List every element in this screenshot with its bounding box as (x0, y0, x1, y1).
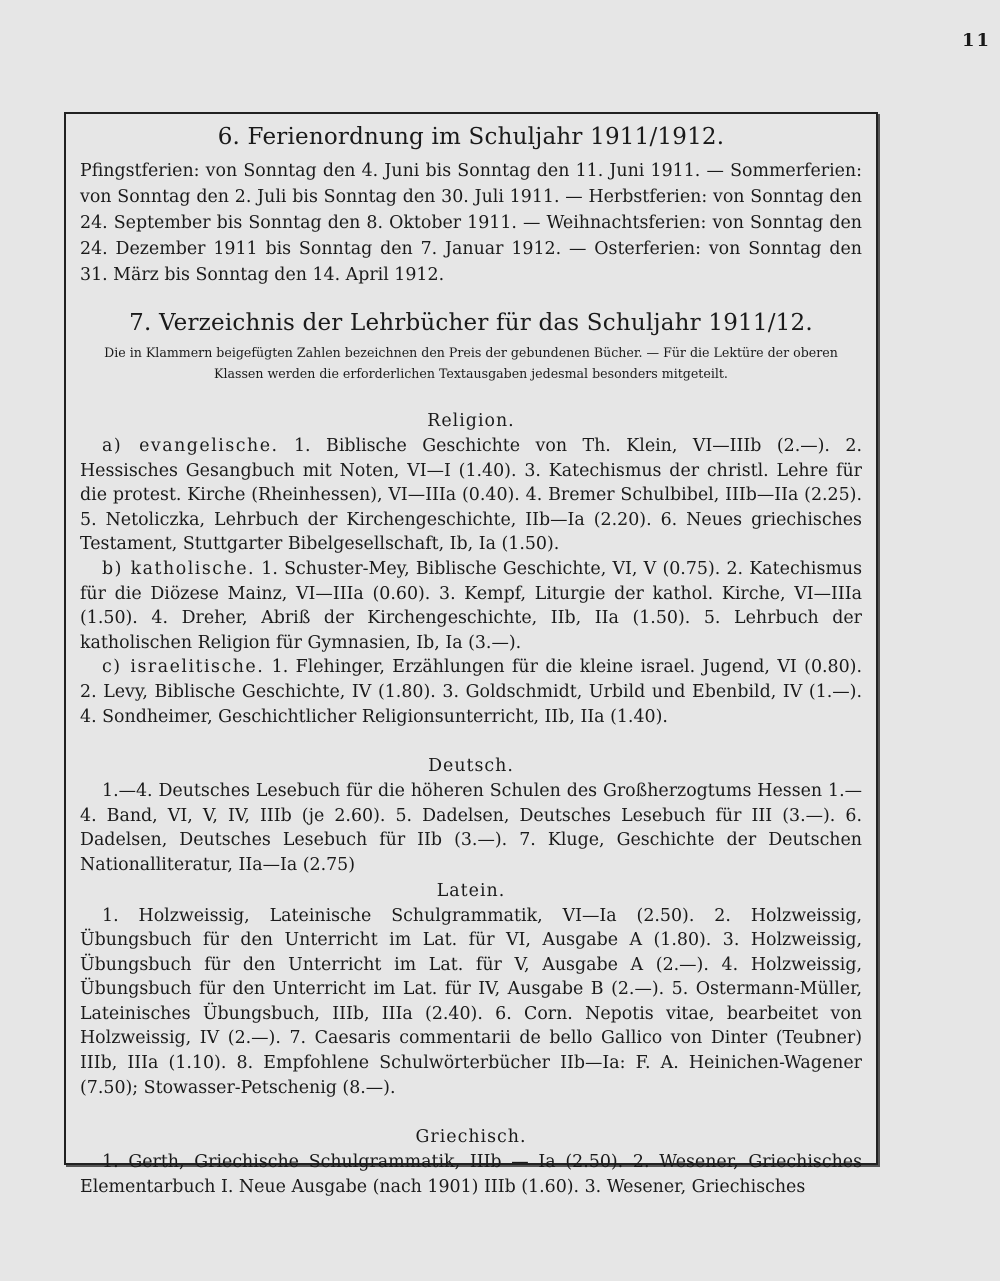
religion-heading: Religion. (427, 411, 515, 431)
deutsch-text: 1.—4. Deutsches Lesebuch für die höheren Schulen des Großherzogtums Hessen 1.—4. Band, VI, V, IV, IIIb (je 2.60). 5. Dadelsen, Deutsches Lesebuch für III (3.—). 6. Dadelsen, Deutsches Lesebuch für IIb (3.—). 7. Kluge, Geschichte der Deutschen Nationalliteratur, IIa—Ia (2.75) (80, 781, 862, 875)
section-7-title: 7. Verzeichnis der Lehrbücher für das Schuljahr 1911/12. (129, 310, 813, 336)
page-number: 11 (962, 30, 992, 51)
griechisch-heading: Griechisch. (415, 1127, 527, 1148)
holiday-schedule: Pfingstferien: von Sonntag den 4. Juni bis Sonntag den 11. Juni 1911. — Sommerferien: von Sonntag den 2. Juli bis Sonntag den 30. Juli 1911. — Herbstferien: von Sonntag den 24. September bis Sonntag den 8. Oktober 1911. — Weihnachtsferien: von Sonntag den 24. Dezember 1911 bis Sonntag den 7. Januar 1912. — Osterferien: von Sonntag den 31. März bis Sonntag den 14. April 1912. (80, 161, 862, 285)
israelitisch-text: 1. Flehinger, Erzählungen für die kleine israel. Jugend, VI (0.80). 2. Levy, Biblische Geschichte, IV (1.80). 3. Goldschmidt, Urbild und Ebenbild, IV (1.—). 4. Sondheimer, Geschichtlicher Religionsunterricht, IIb, IIa (1.40). (80, 657, 862, 727)
religion-israelitisch (80, 655, 862, 729)
section-6-title: 6. Ferienordnung im Schuljahr 1911/1912. (217, 124, 725, 150)
katholisch-text: 1. Schuster-Mey, Biblische Geschichte, VI, V (0.75). 2. Katechismus für die Diözese Mainz, VI—IIIa (0.60). 3. Kempf, Liturgie der kathol. Kirche, VI—IIIa (1.50). 4. Dreher, Abriß der Kirchengeschichte, IIb, IIa (1.50). 5. Lehrbuch der katholischen Religion für Gymnasien, Ib, Ia (3.—). (80, 558, 863, 653)
content-frame (64, 112, 878, 1197)
evangelisch-text: 1. Biblische Geschichte von Th. Klein, VI—IIIb (2.—). 2. Hessisches Gesangbuch mit Noten, VI—I (1.40). 3. Katechismus der christl. Lehre für die protest. Kirche (Rheinhessen), VI—IIIa (0.40). 4. Bremer Schulbibel, IIIb—IIa (2.25). 5. Netoliczka, Lehrbuch der Kirchengeschichte, IIb—Ia (2.20). 6. Neues griechisches Testament, Stuttgarter Bibelgesellschaft, Ib, Ia (1.50). (80, 436, 862, 555)
griechisch-text: 1. Gerth, Griechische Schulgrammatik, IIIb — Ia (2.50). 2. Wesener, Griechisches Elementarbuch I. Neue Ausgabe (nach 1901) IIIb (1.60). 3. Wesener, Griechisches (80, 1152, 862, 1197)
religion-evangelisch (80, 434, 862, 557)
deutsch-heading: Deutsch. (428, 756, 514, 777)
religion-katholisch (80, 557, 862, 655)
price-note: Die in Klammern beigefügten Zahlen bezeichnen den Preis der gebundenen Bücher. — Für die Lektüre der oberen Klassen werden die erforderlichen Textausgaben jedesmal besonders mitgeteilt. (104, 345, 838, 381)
evangelisch-label: a) evangelische. (102, 436, 279, 456)
latein-text: 1. Holzweissig, Lateinische Schulgrammatik, VI—Ia (2.50). 2. Holzweissig, Übungsbuch für den Unterricht im Lat. für VI, Ausgabe A (1.80). 3. Holzweissig, Übungsbuch für den Unterricht im Lat. für V, Ausgabe A (2.—). 4. Holzweissig, Übungsbuch für den Unterricht im Lat. für IV, Ausgabe B (2.—). 5. Ostermann-Müller, Lateinisches Übungsbuch, IIIb, IIIa (2.40). 6. Corn. Nepotis vitae, bearbeitet von Holzweissig, IV (2.—). 7. Caesaris commentarii de bello Gallico von Dinter (Teubner) IIIb, IIIa (1.10). 8. Empfohlene Schulwörterbücher IIb—Ia: F. A. Heinichen-Wagener (7.50); Stowasser-Petschenig (8.—). (80, 905, 862, 1098)
katholisch-label: b) katholische. (102, 558, 256, 579)
latein-heading: Latein. (436, 880, 506, 901)
israelitisch-label: c) israelitische. (102, 657, 265, 678)
